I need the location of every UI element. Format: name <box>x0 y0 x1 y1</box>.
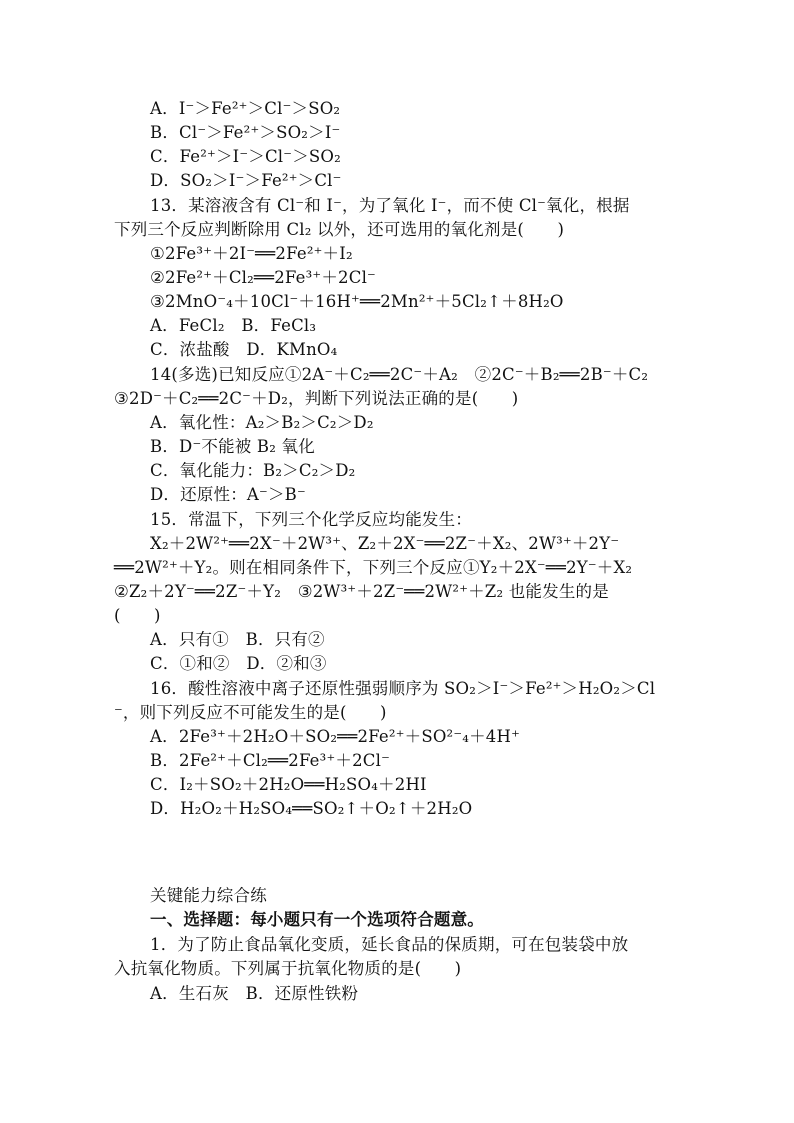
q15-options-line2: C．①和② D．②和③ <box>150 654 327 673</box>
q1-stem-line1: 1．为了防止食品氧化变质，延长食品的保质期，可在包装袋中放 <box>150 935 629 954</box>
q12-option-c: C．Fe²⁺＞I⁻＞Cl⁻＞SO₂ <box>150 147 341 166</box>
q16-option-d: D．H₂O₂＋H₂SO₄══SO₂↑＋O₂↑＋2H₂O <box>150 799 473 818</box>
q13-reaction-1: ①2Fe³⁺＋2I⁻══2Fe²⁺＋I₂ <box>150 244 353 263</box>
q16-stem-line2: ⁻，则下列反应不可能发生的是( ) <box>114 703 387 722</box>
q15-stem-line4: ②Z₂＋2Y⁻══2Z⁻＋Y₂ ③2W³⁺＋2Z⁻══2W²⁺＋Z₂ 也能发生的是 <box>114 582 609 601</box>
q14-stem-line1: 14(多选)已知反应①2A⁻＋C₂══2C⁻＋A₂ ②2C⁻＋B₂══2B⁻＋C₂ <box>150 365 649 384</box>
q15-options-line1: A．只有① B．只有② <box>150 630 325 649</box>
q14-option-d: D．还原性：A⁻＞B⁻ <box>150 485 306 504</box>
q15-stem-line3: ══2W²⁺＋Y₂。则在相同条件下，下列三个反应①Y₂＋2X⁻══2Y⁻＋X₂ <box>114 558 633 577</box>
q16-option-b: B．2Fe²⁺＋Cl₂══2Fe³⁺＋2Cl⁻ <box>150 751 390 770</box>
q16-option-a: A．2Fe³⁺＋2H₂O＋SO₂══2Fe²⁺＋SO²⁻₄＋4H⁺ <box>150 727 520 746</box>
q13-options-line2: C．浓盐酸 D．KMnO₄ <box>150 340 338 359</box>
q12-option-a: A．I⁻＞Fe²⁺＞Cl⁻＞SO₂ <box>150 99 341 118</box>
q12-option-d: D．SO₂＞I⁻＞Fe²⁺＞Cl⁻ <box>150 171 342 190</box>
q16-stem-line1: 16．酸性溶液中离子还原性强弱顺序为 SO₂＞I⁻＞Fe²⁺＞H₂O₂＞Cl <box>150 679 656 698</box>
q14-option-b: B．D⁻不能被 B₂ 氧化 <box>150 437 315 456</box>
q14-option-a: A．氧化性：A₂＞B₂＞C₂＞D₂ <box>150 413 374 432</box>
q16-option-c: C．I₂＋SO₂＋2H₂O══H₂SO₄＋2HI <box>150 775 427 794</box>
q12-option-b: B．Cl⁻＞Fe²⁺＞SO₂＞I⁻ <box>150 123 341 142</box>
q15-stem-line1: 15．常温下，下列三个化学反应均能发生： <box>150 510 472 529</box>
q1-stem-line2: 入抗氧化物质。下列属于抗氧化物质的是( ) <box>114 959 462 978</box>
subsection-title: 一、选择题：每小题只有一个选项符合题意。 <box>150 910 484 929</box>
q14-option-c: C．氧化能力：B₂＞C₂＞D₂ <box>150 461 356 480</box>
q13-stem-line1: 13．某溶液含有 Cl⁻和 I⁻，为了氧化 I⁻，而不使 Cl⁻氧化，根据 <box>150 196 630 215</box>
q15-stem-line5: ( ) <box>114 606 161 625</box>
q13-options-line1: A．FeCl₂ B．FeCl₃ <box>150 316 317 335</box>
section-title: 关键能力综合练 <box>150 886 267 905</box>
q15-stem-line2: X₂＋2W²⁺══2X⁻＋2W³⁺、Z₂＋2X⁻══2Z⁻＋X₂、2W³⁺＋2Y⁻ <box>150 534 620 553</box>
q13-stem-line2: 下列三个反应判断除用 Cl₂ 以外，还可选用的氧化剂是( ) <box>114 220 565 239</box>
q13-reaction-3: ③2MnO⁻₄＋10Cl⁻＋16H⁺══2Mn²⁺＋5Cl₂↑＋8H₂O <box>150 292 564 311</box>
q13-reaction-2: ②2Fe²⁺＋Cl₂══2Fe³⁺＋2Cl⁻ <box>150 268 376 287</box>
q14-stem-line2: ③2D⁻＋C₂══2C⁻＋D₂，判断下列说法正确的是( ) <box>114 389 519 408</box>
q1-options-line1: A．生石灰 B．还原性铁粉 <box>150 984 359 1003</box>
